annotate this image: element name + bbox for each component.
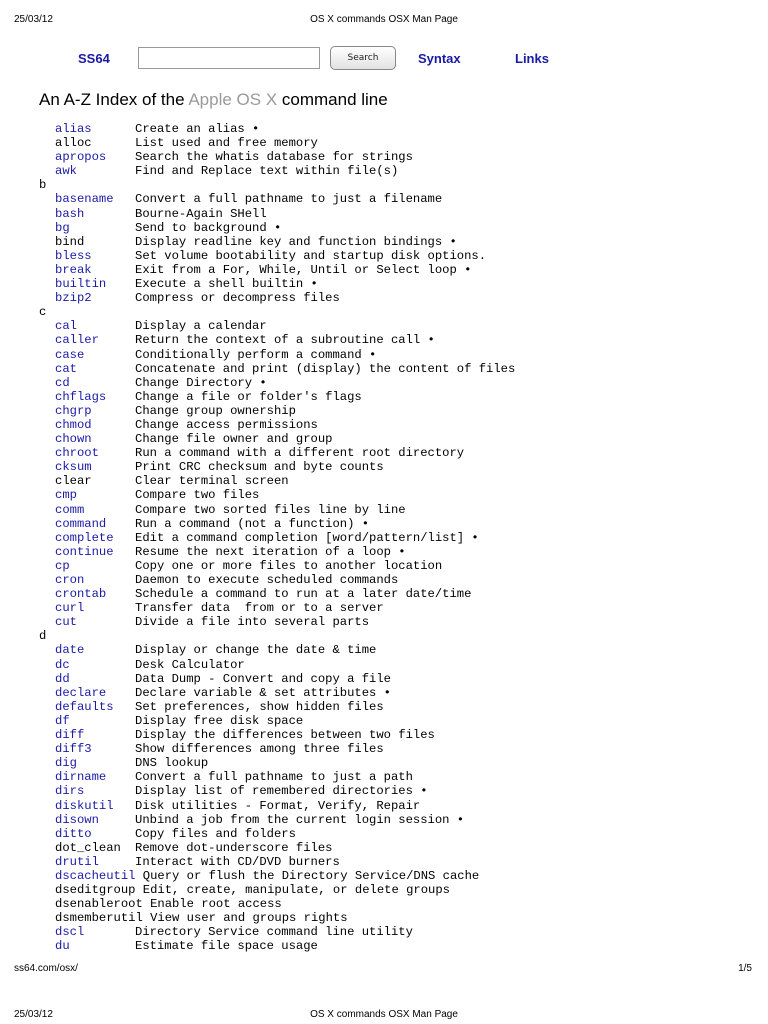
footer-page-number: 1/5 <box>738 963 752 974</box>
title-prefix: An A-Z Index of the <box>39 90 189 109</box>
command-row <box>39 883 739 897</box>
command-name-link[interactable]: cp <box>55 558 70 573</box>
command-row <box>39 418 739 432</box>
command-description: Run a command (not a function) • <box>135 516 370 531</box>
command-name-link[interactable]: drutil <box>55 854 99 869</box>
command-name-link[interactable]: defaults <box>55 699 114 714</box>
command-description: Display list of remembered directories • <box>135 784 428 799</box>
command-name-link[interactable]: du <box>55 939 70 954</box>
command-description: Disk utilities - Format, Verify, Repair <box>135 798 421 813</box>
command-description: Set volume bootability and startup disk options. <box>135 248 487 263</box>
command-row <box>39 545 739 559</box>
command-name-link[interactable]: curl <box>55 601 85 616</box>
command-description: Change file owner and group <box>135 432 333 447</box>
command-description: Data Dump - Convert and copy a file <box>135 671 391 686</box>
command-row <box>39 756 739 770</box>
command-name: alloc <box>55 136 92 151</box>
command-name: dseditgroup <box>55 883 136 898</box>
command-row <box>39 869 739 883</box>
command-row <box>39 277 739 291</box>
command-name-link[interactable]: declare <box>55 685 107 700</box>
command-name-link[interactable]: dd <box>55 671 70 686</box>
command-description: Print CRC checksum and byte counts <box>135 460 384 475</box>
command-name-link[interactable]: basename <box>55 192 114 207</box>
print-title: OS X commands OSX Man Page <box>310 14 458 25</box>
command-name-link[interactable]: cat <box>55 361 77 376</box>
command-description: View user and groups rights <box>150 911 348 926</box>
command-row <box>39 460 739 474</box>
command-row <box>39 249 739 263</box>
command-description: Compress or decompress files <box>135 291 340 306</box>
page-title <box>39 90 388 110</box>
command-name-link[interactable]: cd <box>55 375 70 390</box>
command-description: Send to background • <box>135 220 282 235</box>
command-row <box>39 446 739 460</box>
command-name-link[interactable]: cron <box>55 573 85 587</box>
search-input[interactable] <box>138 47 320 69</box>
syntax-link[interactable]: Syntax <box>418 51 461 66</box>
command-row <box>39 672 739 686</box>
command-description: Change Directory • <box>135 375 267 390</box>
command-name-link[interactable]: cksum <box>55 460 92 475</box>
command-description: Copy one or more files to another location <box>135 558 443 573</box>
command-name-link[interactable]: case <box>55 347 85 362</box>
command-name-link[interactable]: df <box>55 713 70 728</box>
command-description: Daemon to execute scheduled commands <box>135 573 399 587</box>
search-button[interactable]: Search <box>330 46 396 70</box>
command-description: Find and Replace text within file(s) <box>135 164 399 179</box>
footer-url: ss64.com/osx/ <box>14 963 78 974</box>
command-description: Query or flush the Directory Service/DNS cache <box>142 868 480 883</box>
letter-heading: c <box>39 305 47 320</box>
command-description: Remove dot-underscore files <box>135 840 333 855</box>
command-row <box>39 897 739 911</box>
next-print-title: OS X commands OSX Man Page <box>310 1009 458 1020</box>
command-name-link[interactable]: caller <box>55 333 99 348</box>
command-name-link[interactable]: cal <box>55 319 77 334</box>
command-description: Estimate file space usage <box>135 939 318 954</box>
command-row <box>39 799 739 813</box>
command-name-link[interactable]: comm <box>55 502 85 517</box>
command-name-link[interactable]: dscl <box>55 925 85 940</box>
command-name-link[interactable]: date <box>55 643 85 658</box>
command-name-link[interactable]: bzip2 <box>55 291 92 306</box>
command-row <box>39 432 739 446</box>
command-name: dsmemberutil <box>55 911 143 926</box>
command-description: Display or change the date & time <box>135 643 377 658</box>
command-description: Change group ownership <box>135 403 296 418</box>
command-description: Run a command with a different root directory <box>135 446 465 461</box>
command-description: Transfer data from or to a server <box>135 601 384 616</box>
command-description: Convert a full pathname to just a filename <box>135 192 443 207</box>
title-os-link[interactable]: Apple OS X <box>188 90 278 109</box>
command-description: Declare variable & set attributes • <box>135 685 391 700</box>
command-description: Exit from a For, While, Until or Select loop • <box>135 262 472 277</box>
command-description: Change access permissions <box>135 417 318 432</box>
command-row <box>39 503 739 517</box>
command-row <box>39 742 739 756</box>
command-row <box>39 319 739 333</box>
command-description: Search the whatis database for strings <box>135 150 413 165</box>
command-name-link[interactable]: complete <box>55 530 114 545</box>
command-description: Schedule a command to run at a later date/time <box>135 587 472 602</box>
command-name: bind <box>55 234 85 249</box>
command-description: Execute a shell builtin • <box>135 277 318 292</box>
command-name-link[interactable]: bg <box>55 220 70 235</box>
command-description: Unbind a job from the current login session • <box>135 812 465 827</box>
command-row <box>39 573 739 587</box>
command-name-link[interactable]: apropos <box>55 150 107 165</box>
command-row <box>39 841 739 855</box>
command-name-link[interactable]: chflags <box>55 389 107 404</box>
command-name-link[interactable]: cut <box>55 615 77 630</box>
command-description: Resume the next iteration of a loop • <box>135 544 406 559</box>
command-row <box>39 235 739 249</box>
command-row <box>39 770 739 784</box>
links-link[interactable]: Links <box>515 51 549 66</box>
command-row <box>39 784 739 798</box>
command-description: Show differences among three files <box>135 742 384 757</box>
command-row <box>39 362 739 376</box>
command-description: Display the differences between two files <box>135 728 435 743</box>
command-name: dsenableroot <box>55 897 143 912</box>
command-name-link[interactable]: command <box>55 516 107 531</box>
command-description: DNS lookup <box>135 756 209 771</box>
command-description: Clear terminal screen <box>135 474 289 489</box>
command-description: Edit, create, manipulate, or delete groups <box>142 883 450 898</box>
command-row <box>39 291 739 305</box>
command-row <box>39 686 739 700</box>
command-row <box>39 855 739 869</box>
command-description: Directory Service command line utility <box>135 925 413 940</box>
command-row <box>39 221 739 235</box>
command-row <box>39 925 739 939</box>
command-row <box>39 827 739 841</box>
command-row <box>39 700 739 714</box>
command-row <box>39 390 739 404</box>
command-name-link[interactable]: chroot <box>55 446 99 461</box>
command-description: Return the context of a subroutine call • <box>135 333 435 348</box>
title-suffix: command line <box>277 90 388 109</box>
ss64-logo-link[interactable]: SS64 <box>78 51 110 66</box>
command-name: clear <box>55 474 92 489</box>
command-description: Set preferences, show hidden files <box>135 699 384 714</box>
command-description: Divide a file into several parts <box>135 615 370 630</box>
command-description: Bourne-Again SHell <box>135 206 267 221</box>
command-name-link[interactable]: diff3 <box>55 742 92 757</box>
command-description: List used and free memory <box>135 136 318 151</box>
site-nav <box>0 44 768 74</box>
command-row <box>39 404 739 418</box>
command-row <box>39 333 739 347</box>
command-row <box>39 911 739 925</box>
command-row <box>39 813 739 827</box>
command-name-link[interactable]: continue <box>55 544 114 559</box>
command-description: Desk Calculator <box>135 657 245 672</box>
command-description: Compare two sorted files line by line <box>135 502 406 517</box>
command-name-link[interactable]: bash <box>55 206 85 221</box>
command-row <box>39 207 739 221</box>
command-row <box>39 474 739 488</box>
command-name: dot_clean <box>55 840 121 855</box>
command-name-link[interactable]: chmod <box>55 417 92 432</box>
command-description: Convert a full pathname to just a path <box>135 770 413 785</box>
command-name-link[interactable]: ditto <box>55 826 92 841</box>
command-row <box>39 939 739 953</box>
command-row <box>39 192 739 206</box>
command-row <box>39 658 739 672</box>
command-name-link[interactable]: cmp <box>55 488 77 503</box>
command-name-link[interactable]: dc <box>55 657 70 672</box>
command-name-link[interactable]: chown <box>55 432 92 447</box>
command-row <box>39 728 739 742</box>
command-description: Enable root access <box>150 897 282 912</box>
next-print-date: 25/03/12 <box>14 1009 53 1020</box>
letter-heading: d <box>39 629 47 644</box>
command-row <box>39 517 739 531</box>
command-name-link[interactable]: dirs <box>55 784 85 799</box>
command-row <box>39 714 739 728</box>
command-row <box>39 601 739 615</box>
command-description: Edit a command completion [word/pattern/list] • <box>135 530 479 545</box>
command-name-link[interactable]: dirname <box>55 770 107 785</box>
command-name-link[interactable]: disown <box>55 812 99 827</box>
command-name-link[interactable]: bless <box>55 248 92 263</box>
command-name-link[interactable]: diskutil <box>55 798 114 813</box>
command-description: Conditionally perform a command • <box>135 347 377 362</box>
command-row <box>39 263 739 277</box>
command-description: Compare two files <box>135 488 260 503</box>
command-description: Interact with CD/DVD burners <box>135 854 340 869</box>
command-name-link[interactable]: alias <box>55 122 92 136</box>
command-name-link[interactable]: crontab <box>55 587 107 602</box>
command-description: Change a file or folder's flags <box>135 389 362 404</box>
command-name-link[interactable]: builtin <box>55 277 107 292</box>
command-name-link[interactable]: awk <box>55 164 77 179</box>
command-row <box>39 136 739 150</box>
command-row <box>39 643 739 657</box>
command-description: Display readline key and function bindings • <box>135 234 457 249</box>
command-name-link[interactable]: dig <box>55 756 77 771</box>
command-row <box>39 488 739 502</box>
command-description: Concatenate and print (display) the content of files <box>135 361 516 376</box>
command-list <box>39 122 739 954</box>
command-row <box>39 164 739 178</box>
command-description: Create an alias • <box>135 122 260 136</box>
command-row <box>39 615 739 629</box>
command-description: Copy files and folders <box>135 826 296 841</box>
letter-heading: b <box>39 178 47 193</box>
command-name-link[interactable]: chgrp <box>55 403 92 418</box>
command-name-link[interactable]: diff <box>55 728 85 743</box>
command-row <box>39 559 739 573</box>
command-row <box>39 150 739 164</box>
command-row <box>39 122 739 136</box>
command-row <box>39 531 739 545</box>
print-date: 25/03/12 <box>14 14 53 25</box>
command-name-link[interactable]: dscacheutil <box>55 868 136 883</box>
command-row <box>39 587 739 601</box>
command-name-link[interactable]: break <box>55 262 92 277</box>
command-row <box>39 348 739 362</box>
command-description: Display a calendar <box>135 319 267 334</box>
command-row <box>39 376 739 390</box>
command-description: Display free disk space <box>135 713 304 728</box>
